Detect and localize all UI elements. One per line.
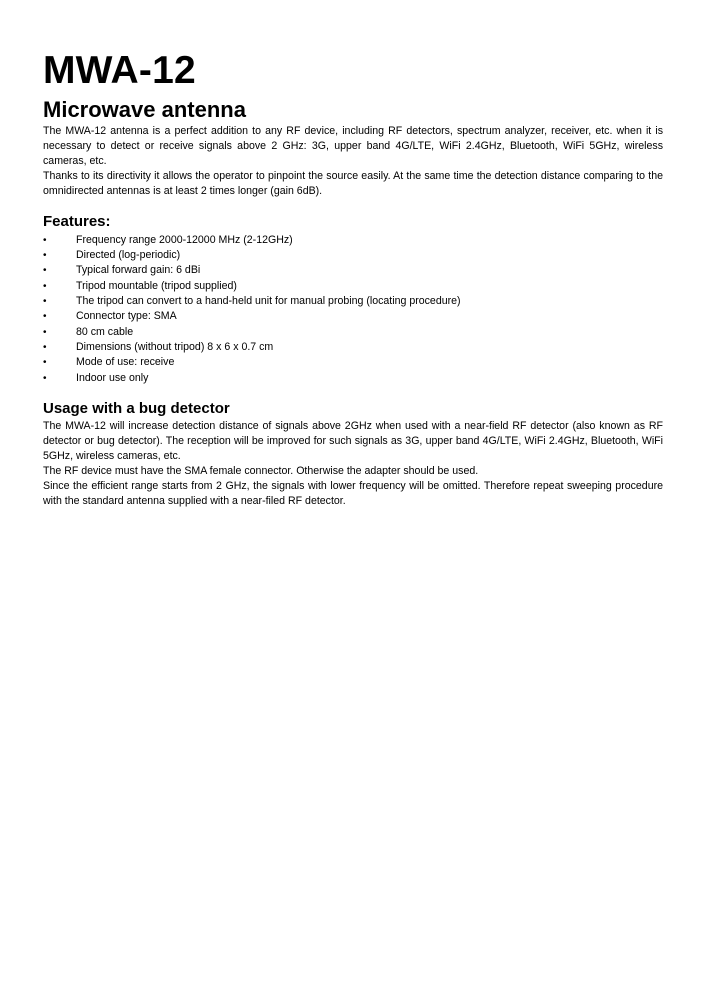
feature-item	[43, 309, 663, 324]
bullet-icon: •	[43, 357, 47, 369]
feature-item	[43, 279, 663, 294]
feature-item	[43, 294, 663, 309]
feature-item	[43, 340, 663, 355]
feature-item	[43, 248, 663, 263]
feature-text: Dimensions (without tripod) 8 x 6 x 0.7 cm	[76, 340, 274, 353]
bullet-icon: •	[43, 372, 47, 384]
feature-item	[43, 233, 663, 248]
document-title: MWA-12	[43, 49, 196, 92]
bullet-icon: •	[43, 249, 47, 261]
feature-text: Mode of use: receive	[76, 356, 175, 369]
bullet-icon: •	[43, 341, 47, 353]
feature-text: Connector type: SMA	[76, 310, 177, 323]
feature-text: Typical forward gain: 6 dBi	[76, 264, 201, 277]
document-subtitle: Microwave antenna	[43, 97, 246, 122]
feature-item	[43, 325, 663, 340]
feature-item	[43, 263, 663, 278]
features-heading: Features:	[43, 212, 111, 230]
feature-text: 80 cm cable	[76, 325, 134, 338]
bullet-icon: •	[43, 234, 47, 246]
feature-item	[43, 355, 663, 370]
feature-text: The tripod can convert to a hand-held unit for manual probing (locating procedure)	[76, 294, 461, 307]
bullet-icon: •	[43, 326, 47, 338]
features-list	[43, 233, 663, 386]
feature-text: Directed (log-periodic)	[76, 248, 181, 261]
feature-item	[43, 371, 663, 386]
bullet-icon: •	[43, 265, 47, 277]
document-page	[43, 48, 663, 508]
feature-text: Indoor use only	[76, 371, 149, 384]
feature-text: Tripod mountable (tripod supplied)	[76, 279, 237, 292]
intro-paragraph: Thanks to its directivity it allows the operator to pinpoint the source easily. At the same time the detection distance comparing to the omnidirected antennas is at least 2 times longer (gain 6dB).	[43, 169, 663, 197]
usage-paragraph: The RF device must have the SMA female connector. Otherwise the adapter should be used.	[43, 464, 479, 477]
usage-paragraph: The MWA-12 will increase detection distance of signals above 2GHz when used with a near-field RF detector (also known as RF detector or bug detector). The reception will be improved for such signals as 3G, upper band 4G/LTE, WiFi 2.4GHz, Bluetooth, WiFi 5GHz, wireless cameras, etc.	[43, 419, 663, 462]
usage-heading: Usage with a bug detector	[43, 399, 230, 417]
bullet-icon: •	[43, 311, 47, 323]
intro-paragraph: The MWA-12 antenna is a perfect addition to any RF device, including RF detectors, spectrum analyzer, receiver, etc. when it is necessary to detect or receive signals above 2 GHz: 3G, upper band 4G/LTE, WiFi 2.4GHz, Bluetooth, WiFi 5GHz, wireless cameras, etc.	[43, 125, 663, 167]
usage-paragraph: Since the efficient range starts from 2 GHz, the signals with lower frequency will be omitted. Therefore repeat sweeping procedure with the standard antenna supplied with a near-filed RF detector.	[43, 479, 663, 507]
bullet-icon: •	[43, 295, 47, 307]
feature-text: Frequency range 2000-12000 MHz (2-12GHz)	[76, 233, 293, 246]
bullet-icon: •	[43, 280, 47, 292]
